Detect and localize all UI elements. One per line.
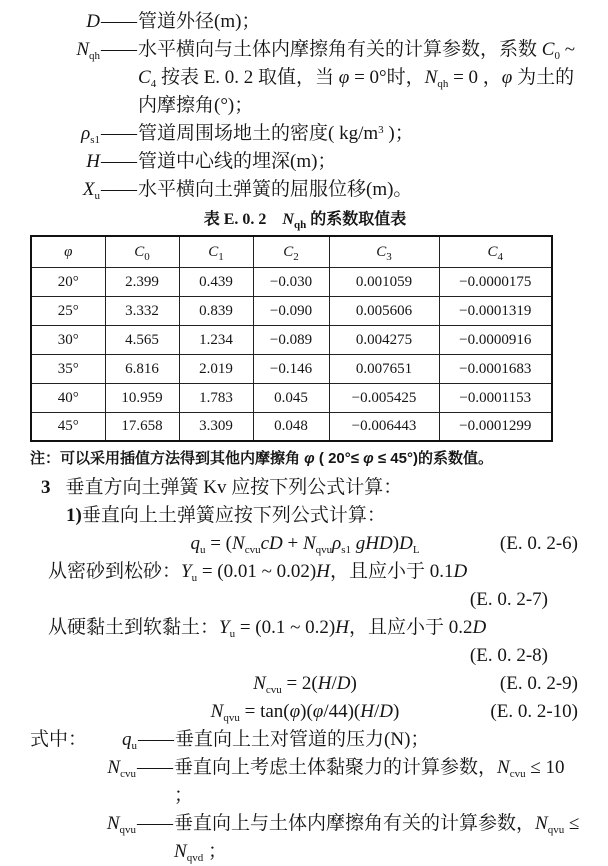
symbol-term: H (86, 151, 100, 172)
table-cell: 20° (31, 267, 105, 296)
table-cell: −0.030 (253, 267, 329, 296)
table-cell: 35° (31, 354, 105, 383)
equation-number-e028: (E. 0. 2-8) (469, 645, 548, 666)
equation-body: 从密砂到松砂：$Y_u = (0.01$ ~ 0.02)H，且应小于 0.1D (48, 561, 468, 584)
symbol-term: $N_{qh}$ (76, 39, 100, 62)
definition-dash: —— (101, 151, 135, 172)
section-title: 垂直方向土弹簧 Kv 应按下列公式计算： (65, 477, 403, 498)
table-cell: −0.0001153 (439, 383, 552, 412)
symbol-description: 水平横向土弹簧的屈服位移(m)。 (138, 179, 413, 200)
table-cell: 0.439 (179, 267, 253, 296)
table-cell: 2.019 (179, 354, 253, 383)
table-cell: 0.007651 (329, 354, 439, 383)
definition-dash: —— (138, 729, 173, 750)
table-cell: −0.0001319 (439, 296, 552, 325)
symbol-definitions (30, 8, 580, 204)
table-cell: 2.399 (105, 267, 179, 296)
table-cell: −0.089 (253, 325, 329, 354)
symbol-term: $q_u$ (122, 729, 138, 752)
table-cell: 40° (31, 383, 105, 412)
section-3-heading (30, 474, 580, 502)
definition-dash: —— (101, 179, 135, 200)
equation-e028 (30, 614, 580, 642)
table-header-cell: $C_0$ (105, 236, 179, 267)
symbol-term: $X_u$ (82, 179, 100, 202)
table-cell: −0.0001683 (439, 354, 552, 383)
table-header-cell: φ (31, 236, 105, 267)
equation-number: (E. 0. 2-9) (499, 673, 578, 694)
table-cell: 45° (31, 412, 105, 441)
table-header-cell: $C_3$ (329, 236, 439, 267)
table-cell: 10.959 (105, 383, 179, 412)
table-header-row (31, 236, 552, 267)
table-row (31, 383, 552, 412)
table-row (31, 354, 552, 383)
symbol-term: $N_{cvu}$ (107, 757, 136, 780)
table-cell: 0.839 (179, 296, 253, 325)
table-title: 表 E. 0. 2 $N_{qh}$ 的系数取值表 (203, 211, 407, 231)
where-row-nqvu (30, 810, 580, 866)
table-cell: 3.332 (105, 296, 179, 325)
equation-e027 (30, 558, 580, 586)
equation-body: 从硬黏土到软黏土：$Y_u = (0.1$ ~ 0.2)H，且应小于 0.2D (48, 617, 487, 640)
symbol-description: 垂直向上考虑土体黏聚力的计算参数，$N_{cvu} \le 10$ ； (174, 757, 565, 806)
symbol-description: 管道外径(m)； (138, 11, 261, 32)
symbol-description: 管道周围场地土的密度( $kg/m^3$ )； (138, 123, 414, 144)
where-row-qu (30, 726, 580, 754)
table-cell: 0.001059 (329, 267, 439, 296)
equation-number: (E. 0. 2-6) (499, 533, 578, 554)
where-label: 式中： (30, 729, 88, 750)
table-header-cell: $C_2$ (253, 236, 329, 267)
table-cell: 6.816 (105, 354, 179, 383)
symbol-term: D (86, 11, 100, 32)
table-row (31, 296, 552, 325)
where-label-spacer (30, 810, 86, 866)
equation-body: $q_u = (N_{cvu}cD + N_{qvu}\rho_{s1}$ $gHD)D_L$ (190, 533, 420, 556)
equation-e029 (30, 670, 580, 698)
table-row (31, 412, 552, 441)
symbol-term: $N_{qvu}$ (106, 813, 136, 836)
definition-dash: —— (101, 123, 135, 144)
table-cell: 1.783 (179, 383, 253, 412)
definition-row-D (30, 8, 580, 36)
table-cell: −0.005425 (329, 383, 439, 412)
table-note: 注：可以采用插值方法得到其他内摩擦角 φ ( 20°≤ φ ≤ 45°)的系数值。 (30, 450, 493, 467)
table-cell: 0.005606 (329, 296, 439, 325)
definition-dash: —— (101, 39, 135, 60)
table-cell: −0.146 (253, 354, 329, 383)
table-cell: 1.234 (179, 325, 253, 354)
table-row (31, 325, 552, 354)
definition-row-H (30, 148, 580, 176)
table-cell: −0.0000175 (439, 267, 552, 296)
table-header-cell: $C_1$ (179, 236, 253, 267)
equation-body: $N_{qvu} = \tan(\varphi)(\varphi/44)(H/D)$ (210, 701, 400, 724)
symbol-description: 垂直向上与土体内摩擦角有关的计算参数，$N_{qvu} \le N_{qvd}$ ； (174, 813, 580, 864)
symbol-description: 管道中心线的埋深(m)； (138, 151, 337, 172)
equation-e0210 (30, 698, 580, 726)
definition-dash: —— (137, 757, 171, 778)
equation-body: $N_{cvu} = 2(H/D)$ (253, 673, 357, 696)
equation-e026 (30, 530, 580, 558)
where-label-spacer (30, 754, 86, 810)
table-cell: −0.0000916 (439, 325, 552, 354)
table-cell: 17.658 (105, 412, 179, 441)
definition-row-Nqh (30, 36, 580, 120)
where-row-ncvu (30, 754, 580, 810)
subsection-text: 垂直向上土弹簧应按下列公式计算： (81, 505, 386, 526)
symbol-description: 水平横向与土体内摩擦角有关的计算参数，系数 $C_0$ ~ $C_4$ 按表 E. 0. 2 取值，当 φ = 0°时，$N_{qh} = 0$ ，φ 为土的内摩擦角(°)； (138, 39, 575, 116)
symbol-description: 垂直向上土对管道的压力(N)； (175, 729, 430, 750)
table-cell: 4.565 (105, 325, 179, 354)
definition-row-rho (30, 120, 580, 148)
table-row (31, 267, 552, 296)
table-cell: 30° (31, 325, 105, 354)
section-number: 3 (41, 477, 51, 498)
equation-number-e027: (E. 0. 2-7) (469, 589, 548, 610)
definition-dash: —— (101, 11, 135, 32)
table-cell: 3.309 (179, 412, 253, 441)
table-cell: 25° (31, 296, 105, 325)
subsection-1 (30, 502, 580, 530)
symbol-term: $\rho_{s1}$ (81, 123, 100, 146)
coefficient-table (30, 235, 553, 442)
definition-row-Xu (30, 176, 580, 204)
equation-number: (E. 0. 2-10) (490, 701, 578, 722)
table-cell: 0.045 (253, 383, 329, 412)
table-cell: 0.048 (253, 412, 329, 441)
table-cell: −0.090 (253, 296, 329, 325)
table-cell: −0.006443 (329, 412, 439, 441)
table-header-cell: $C_4$ (439, 236, 552, 267)
table-cell: 0.004275 (329, 325, 439, 354)
where-definitions (30, 726, 580, 866)
definition-dash: —— (137, 813, 171, 834)
subsection-number: 1) (66, 505, 82, 526)
table-cell: −0.0001299 (439, 412, 552, 441)
